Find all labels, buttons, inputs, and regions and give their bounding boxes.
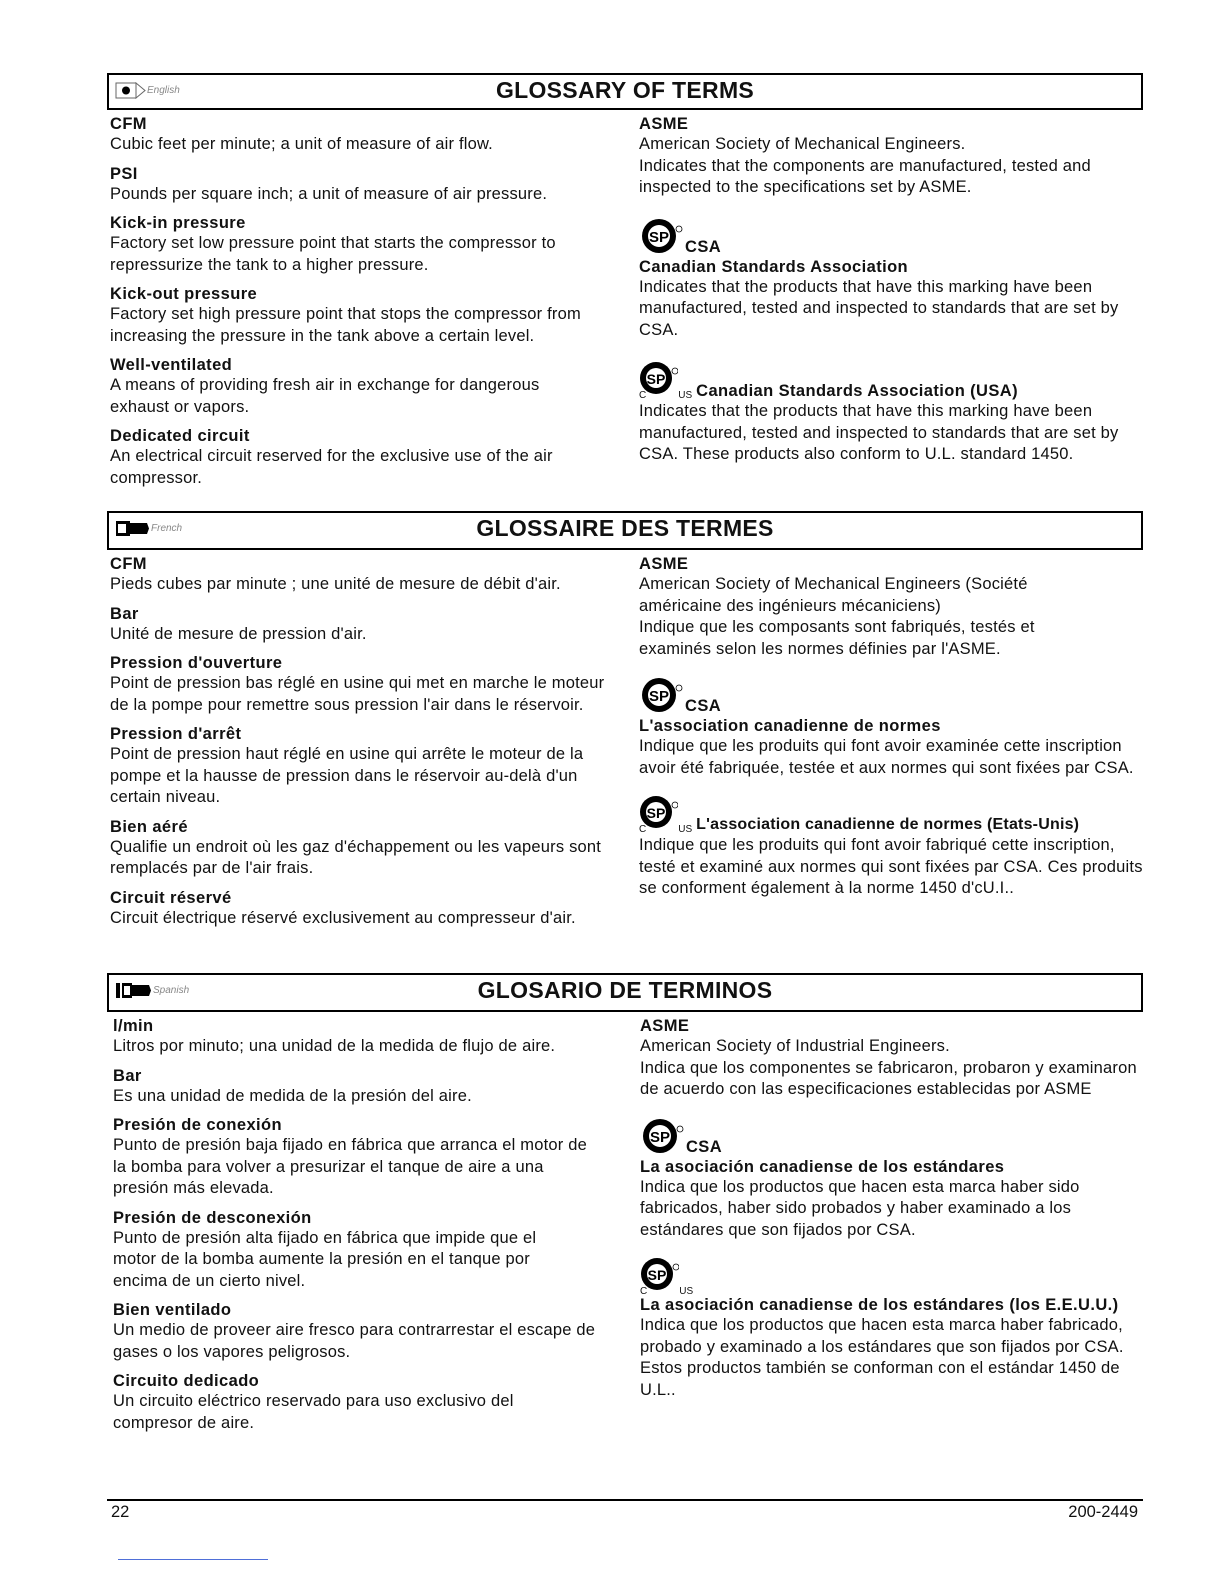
term-description: Point de pression bas réglé en usine qui met en marche le moteur de la pompe pour remettre sous pression l'air dans le réservoir.: [110, 674, 605, 714]
glossary-term: [110, 554, 639, 596]
csa-mark-label: CSA: [685, 1137, 723, 1156]
scan-artifact-line: [118, 1559, 268, 1560]
term-name: Pression d'arrêt: [110, 725, 242, 743]
section-banner: [107, 73, 1143, 110]
term-description: Indique que les produits qui font avoir fabriqué cette inscription, testé et examiné aux normes qui sont fixées par CSA. Ces produits se conforment également à la norme 1450 d'cU.I..: [639, 836, 1143, 897]
left-column: [107, 554, 639, 937]
glossary-term: [113, 1300, 638, 1363]
language-tag-label: English: [147, 85, 180, 96]
term-name: Bar: [110, 604, 139, 623]
right-column: [639, 114, 1143, 497]
left-column: [107, 114, 639, 497]
term-description: Factory set high pressure point that stops the compressor from increasing the pressure in the tank above a certain level.: [110, 305, 581, 345]
term-name: Circuit réservé: [110, 888, 232, 907]
csa-c-marker: C: [639, 1286, 648, 1297]
section-title: GLOSARIO DE TERMINOS: [477, 977, 773, 1003]
term-description: Pieds cubes par minute ; une unité de mesure de débit d'air.: [110, 575, 561, 593]
term-description: Indica que los productos que hacen esta marca haber sido fabricados, haber sido probados y haber examinado a los estándares que son fijados por CSA.: [639, 1177, 1080, 1239]
term-name: Bien ventilado: [113, 1301, 232, 1319]
glossary-term: [110, 724, 639, 809]
asme-entry: [640, 1016, 1143, 1101]
term-name: Presión de conexión: [113, 1116, 282, 1134]
glossary-term: [113, 1115, 638, 1200]
term-description: Litros por minuto; una unidad de la medida de flujo de aire.: [113, 1037, 556, 1055]
term-name: Pression d'ouverture: [110, 654, 283, 672]
csa-us-marker: US: [678, 824, 693, 835]
term-name: ASME: [639, 1017, 690, 1035]
language-tag-label: French: [151, 523, 183, 534]
glossary-term: [110, 213, 639, 276]
section-banner: [107, 973, 1143, 1012]
csa-logo-icon: [639, 674, 683, 716]
right-column: [638, 1016, 1143, 1442]
page-number: 22: [111, 1503, 130, 1521]
csa-org-name: Canadian Standards Association: [639, 257, 909, 276]
term-name: Circuito dedicado: [113, 1372, 260, 1390]
glossary-term: [110, 355, 639, 418]
section-french: [107, 511, 1143, 937]
csa-us-entry: [640, 1255, 1143, 1401]
term-description: Indicates that the components are manufactured, tested and inspected to the specifications set by ASME.: [639, 156, 1091, 196]
svg-text:SP: SP: [648, 688, 670, 705]
section-english: [107, 73, 1143, 497]
footer-rule: [107, 1499, 1143, 1501]
term-name: ASME: [639, 555, 689, 573]
csa-entry: [640, 1115, 1143, 1242]
term-name: Well-ventilated: [110, 356, 233, 374]
csa-us-org-name: La asociación canadiense de los estándares (los E.E.U.U.): [639, 1296, 1119, 1314]
csa-us-logo-icon: [639, 1255, 679, 1297]
csa-entry: [639, 674, 1143, 779]
csa-us-marker: US: [678, 390, 693, 401]
term-description: Circuit électrique réservé exclusivement au compresseur d'air.: [110, 908, 576, 927]
csa-us-entry: [639, 793, 1143, 900]
term-description: Un medio de proveer aire fresco para contrarrestar el escape de gases o los vapores peligrosos.: [113, 1321, 596, 1361]
term-description: Point de pression haut réglé en usine qui arrête le moteur de la pompe et la hausse de pression dans le réservoir au-delà d'un certain niveau.: [110, 745, 584, 806]
term-name: Presión de desconexión: [113, 1208, 312, 1227]
svg-text:SP: SP: [646, 371, 666, 387]
term-name: Kick-out pressure: [110, 285, 258, 303]
term-name: CFM: [110, 115, 147, 133]
section-title: GLOSSARY OF TERMS: [495, 77, 755, 103]
svg-text:SP: SP: [649, 1128, 670, 1146]
glossary-term: [113, 1066, 638, 1108]
csa-org-name: La asociación canadiense de los estándares: [639, 1157, 1005, 1176]
term-description: Punto de presión alta fijado en fábrica que impide que el motor de la bomba aumente la presión en el tanque por encima de un cierto nivel.: [113, 1228, 537, 1290]
glossary-term: [113, 1371, 638, 1434]
csa-us-marker: US: [679, 1286, 694, 1297]
csa-us-org-name: L'association canadienne de normes (Etats-Unis): [696, 816, 1080, 833]
term-description: Indica que los componentes se fabricaron, probaron y examinaron de acuerdo con las especificaciones establecidas por ASME: [639, 1058, 1137, 1098]
section-banner: [107, 511, 1143, 550]
term-name: Bien aéré: [110, 817, 188, 836]
term-description: Cubic feet per minute; a unit of measure of air flow.: [110, 135, 493, 153]
glossary-term: [110, 114, 639, 156]
term-name: PSI: [110, 164, 138, 183]
term-name: Kick-in pressure: [110, 214, 246, 232]
glossary-term: [113, 1016, 638, 1058]
term-name: l/min: [113, 1017, 154, 1035]
csa-us-org-name: Canadian Standards Association (USA): [696, 382, 1018, 400]
term-description: Indicates that the products that have this marking have been manufactured, tested and inspected to standards that are set by CSA.: [639, 277, 1119, 339]
term-description: Pounds per square inch; a unit of measure of air pressure.: [110, 184, 548, 203]
term-description: Unité de mesure de pression d'air.: [110, 624, 367, 643]
glossary-term: [110, 888, 639, 930]
svg-text:SP: SP: [648, 228, 670, 246]
glossary-term: [110, 284, 639, 347]
term-description: Punto de presión baja fijado en fábrica que arranca el motor de la bomba para volver a presurizar el tanque de aire a una presión más elevada.: [113, 1136, 587, 1197]
term-description: An electrical circuit reserved for the exclusive use of the air compressor.: [110, 447, 553, 487]
term-description: Factory set low pressure point that starts the compressor to repressurize the tank to a higher pressure.: [110, 234, 556, 274]
term-name: ASME: [639, 115, 689, 133]
glossary-term: [110, 164, 639, 206]
language-tag-label: Spanish: [153, 985, 190, 996]
csa-org-name: L'association canadienne de normes: [639, 717, 941, 735]
csa-c-marker: C: [639, 390, 647, 401]
csa-us-logo-icon: [638, 359, 678, 401]
csa-us-logo-icon: [638, 793, 678, 835]
csa-mark-label: CSA: [685, 237, 722, 256]
term-description: Es una unidad de medida de la presión del aire.: [113, 1086, 472, 1105]
section-spanish: [107, 973, 1143, 1442]
asme-entry: [639, 554, 1143, 660]
glossary-term: [110, 653, 639, 716]
document-number: 200-2449: [1068, 1503, 1138, 1521]
glossary-term: [110, 426, 639, 489]
term-description: Indica que los productos que hacen esta marca haber fabricado, probado y examinado a los estándares que son fijados por CSA. Estos productos también se conforman con el estándar 1450 de U.L..: [639, 1316, 1124, 1399]
csa-mark-label: CSA: [685, 697, 722, 715]
section-title: GLOSSAIRE DES TERMES: [476, 515, 774, 541]
asme-full-name: American Society of Industrial Engineers.: [639, 1037, 950, 1055]
glossary-term: [110, 817, 639, 880]
csa-logo-icon: [639, 215, 683, 257]
term-description: Indique que les produits qui font avoir examinée cette inscription avoir été fabriquée, testée et aux normes qui sont fixées par CSA.: [639, 737, 1134, 777]
csa-c-marker: C: [639, 824, 647, 835]
csa-logo-icon: [640, 1115, 684, 1157]
term-name: Bar: [113, 1066, 142, 1085]
glossary-term: [110, 604, 639, 646]
asme-full-name: American Society of Mechanical Engineers.: [639, 135, 966, 153]
svg-text:SP: SP: [646, 805, 666, 821]
term-name: CFM: [110, 555, 147, 573]
term-description: Un circuito eléctrico reservado para uso exclusivo del compresor de aire.: [113, 1392, 514, 1432]
csa-entry: [639, 215, 1143, 342]
svg-text:SP: SP: [647, 1267, 667, 1283]
glossary-term: [113, 1208, 638, 1293]
term-name: Dedicated circuit: [110, 427, 250, 445]
term-description: A means of providing fresh air in exchange for dangerous exhaust or vapors.: [110, 376, 540, 416]
term-description: Qualifie un endroit où les gaz d'échappement ou les vapeurs sont remplacés par de l'air frais.: [110, 837, 602, 877]
csa-us-entry: [639, 359, 1143, 466]
asme-full-name: American Society of Mechanical Engineers (Société américaine des ingénieurs mécaniciens): [639, 575, 1028, 615]
asme-entry: [639, 114, 1143, 199]
left-column: [107, 1016, 638, 1442]
right-column: [639, 554, 1143, 937]
term-description: Indicates that the products that have this marking have been manufactured, tested and inspected to standards that are set by CSA. These products also conform to U.L. standard 1450.: [639, 402, 1119, 463]
term-description: Indique que les composants sont fabriqués, testés et examinés selon les normes définies par l'ASME.: [639, 618, 1035, 658]
